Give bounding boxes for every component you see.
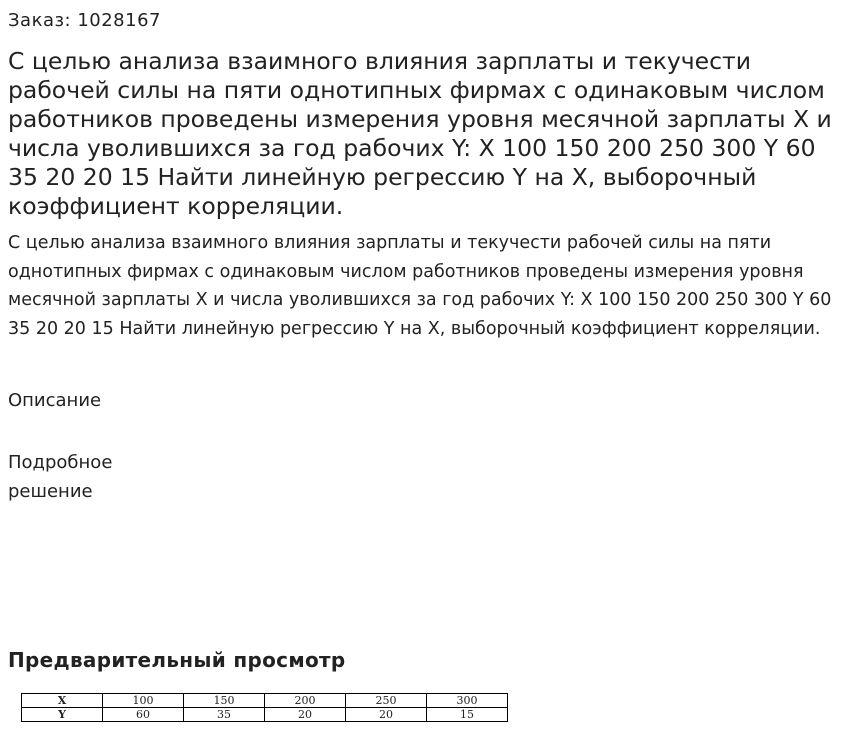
table-row [22, 694, 508, 708]
table-cell: 60 [103, 708, 184, 722]
description-label: Описание [8, 390, 102, 411]
task-description: С целью анализа взаимного влияния зарплаты и текучести рабочей силы на пяти однотипных фирмах с одинаковым числом работников проведены измерения уровня месячной зарплаты X и числа уволившихся за год рабочих Y: X 100 150 200 250 300 Y 60 35 20 20 15 Найти линейную регрессию Y на X, выборочный коэффициент корреляции. [8, 233, 832, 340]
table-cell: 20 [346, 708, 427, 722]
table-cell: 20 [265, 708, 346, 722]
table-cell: 200 [265, 694, 346, 708]
table-cell: 100 [103, 694, 184, 708]
table-cell: 150 [184, 694, 265, 708]
table-row [22, 708, 508, 722]
data-table [21, 693, 508, 722]
table-cell: 15 [427, 708, 508, 722]
table-cell: X [22, 694, 103, 708]
table-cell: 250 [346, 694, 427, 708]
table-cell: 300 [427, 694, 508, 708]
table-cell: Y [22, 708, 103, 722]
order-number: Заказ: 1028167 [8, 10, 161, 31]
page-title: С целью анализа взаимного влияния зарплаты и текучести рабочей силы на пяти однотипных фирмах с одинаковым числом работников проведены измерения уровня месячной зарплаты X и числа уволившихся за год рабочих Y: X 100 150 200 250 300 Y 60 35 20 20 15 Найти линейную регрессию Y на X, выборочный коэффициент корреляции. [8, 47, 832, 220]
solution-label: Подробное решение [8, 452, 113, 502]
preview-heading: Предварительный просмотр [8, 648, 346, 672]
table-cell: 35 [184, 708, 265, 722]
